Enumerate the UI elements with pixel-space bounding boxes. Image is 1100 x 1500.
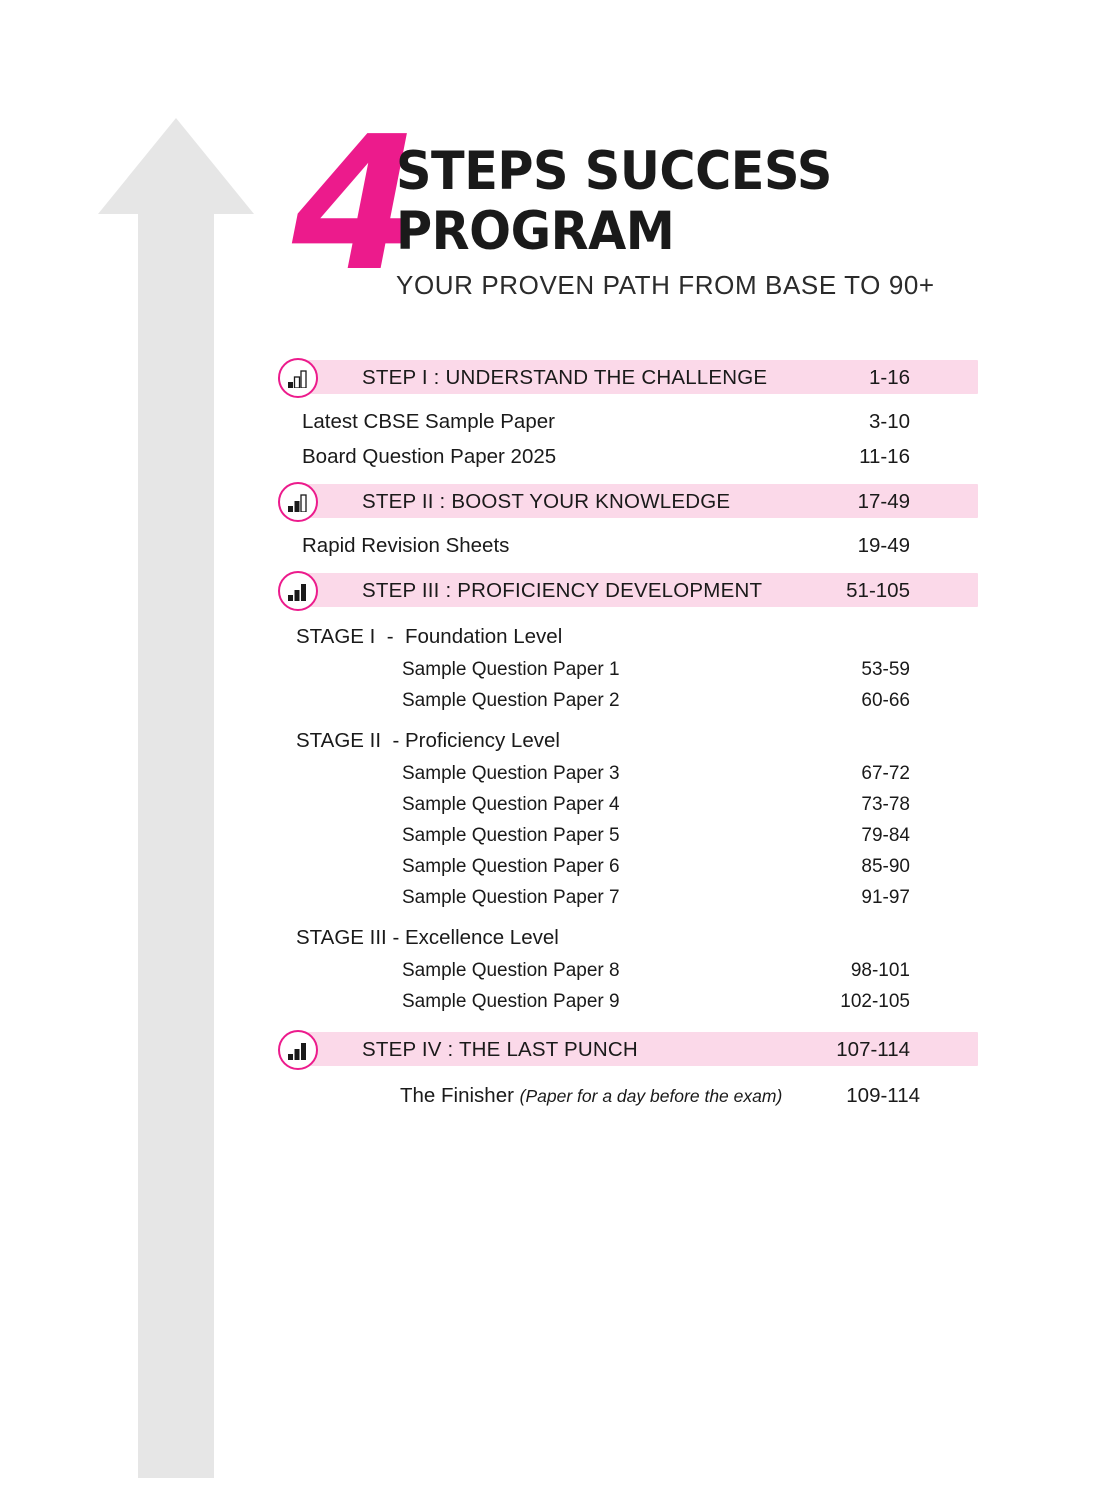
list-item-title: Sample Question Paper 9 [402,991,620,1012]
list-item[interactable] [272,1078,978,1118]
bar-chart-level3-icon [278,571,318,611]
page-header [292,96,992,320]
list-item[interactable] [272,688,978,719]
list-item[interactable] [272,989,978,1020]
list-item-title: Sample Question Paper 1 [402,659,620,680]
list-item[interactable] [272,530,978,565]
list-item-pages: 3-10 [868,410,910,433]
list-item-title: Sample Question Paper 8 [402,960,620,981]
finisher-title-wrap [400,1084,782,1108]
list-item-title: Latest CBSE Sample Paper [302,410,555,433]
step-pages: 51-105 [846,579,910,602]
stage-title: STAGE II - Proficiency Level [296,729,560,752]
list-item-title: Sample Question Paper 3 [402,763,620,784]
list-item-title: Sample Question Paper 4 [402,794,620,815]
stage-title: STAGE I - Foundation Level [296,625,563,648]
stage-heading [272,723,978,761]
bar-chart-level4-icon [278,1030,318,1070]
stage-title: STAGE III - Excellence Level [296,926,559,949]
list-item-pages: 73-78 [861,794,910,815]
step-label: STEP III : PROFICIENCY DEVELOPMENT [362,579,763,602]
list-item[interactable] [272,406,978,441]
list-item[interactable] [272,885,978,916]
contents-list [272,360,978,1118]
list-item-title: Sample Question Paper 5 [402,825,620,846]
step-label: STEP IV : THE LAST PUNCH [362,1038,638,1061]
list-item[interactable] [272,792,978,823]
step-header-row[interactable] [272,573,978,607]
page-title [396,142,865,262]
list-item-title: Sample Question Paper 6 [402,856,620,877]
step-header-row[interactable] [272,360,978,394]
step-pages: 17-49 [857,490,910,513]
step-header-row[interactable] [272,1032,978,1066]
stage-heading [272,619,978,657]
list-item-pages: 60-66 [861,690,910,711]
list-item-title: Board Question Paper 2025 [302,445,557,468]
upward-arrow-graphic [98,118,254,1478]
finisher-title: The Finisher [400,1084,520,1107]
step-header-row[interactable] [272,484,978,518]
list-item-pages: 11-16 [859,445,910,468]
list-item-pages: 19-49 [857,534,910,557]
page-subtitle: YOUR PROVEN PATH FROM BASE TO 90+ [396,270,935,300]
list-item-title: Sample Question Paper 2 [402,690,620,711]
finisher-note: (Paper for a day before the exam) [519,1086,783,1106]
list-item-pages: 53-59 [861,659,910,680]
page-title-line-1: STEPS SUCCESS [396,141,832,202]
list-item-pages: 102-105 [840,991,910,1012]
step-count-number: 4 [292,96,415,312]
list-item-pages: 85-90 [861,856,910,877]
list-item-pages: 98-101 [850,960,910,981]
list-item-pages: 79-84 [861,825,910,846]
step-pages: 107-114 [836,1038,910,1061]
step-label: STEP II : BOOST YOUR KNOWLEDGE [362,490,731,513]
list-item[interactable] [272,958,978,989]
bar-chart-level1-icon [278,358,318,398]
stage-heading [272,920,978,958]
step-pages: 1-16 [868,366,910,389]
list-item[interactable] [272,657,978,688]
list-item[interactable] [272,761,978,792]
list-item-title: Sample Question Paper 7 [402,887,620,908]
list-item-pages: 109-114 [846,1084,920,1107]
list-item[interactable] [272,854,978,885]
list-item[interactable] [272,823,978,854]
list-item-pages: 91-97 [861,887,910,908]
list-item[interactable] [272,441,978,476]
page-title-line-2: PROGRAM [396,201,675,262]
bar-chart-level2-icon [278,482,318,522]
step-label: STEP I : UNDERSTAND THE CHALLENGE [362,366,768,389]
list-item-pages: 67-72 [861,763,910,784]
list-item-title: Rapid Revision Sheets [302,534,510,557]
